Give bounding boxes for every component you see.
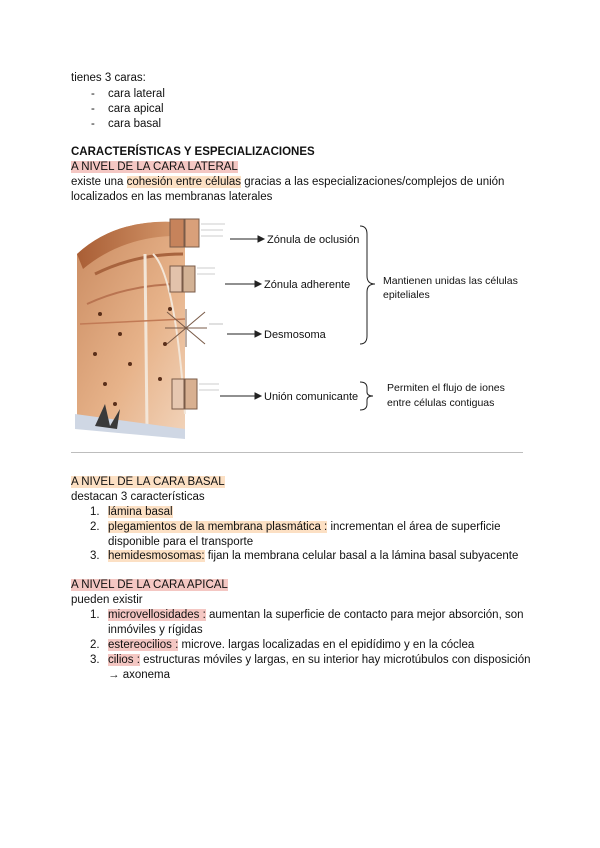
- basal-item: [108, 520, 501, 535]
- lateral-line1-post: gracias a las especializaciones/complejos de unión: [241, 176, 505, 188]
- basal-item-desc: fijan la membrana celular basal a la lámina basal subyacente: [204, 550, 519, 562]
- apical-item-desc: estructuras móviles y largas, en su interior hay microtúbulos con disposición: [139, 654, 531, 666]
- apical-heading-text: A NIVEL DE LA CARA APICAL: [71, 579, 228, 591]
- apical-item: [108, 608, 524, 623]
- apical-item-number: 2.: [90, 639, 100, 651]
- intro-item: cara basal: [108, 118, 162, 130]
- intro-item-dash: -: [91, 103, 95, 115]
- intro-item: cara lateral: [108, 88, 165, 100]
- lateral-line1-pre: existe una: [71, 176, 127, 188]
- label-union-comunicante: Unión comunicante: [264, 391, 359, 403]
- brace-bottom: [360, 382, 373, 410]
- apical-item: [108, 638, 474, 653]
- lateral-line1-highlight: cohesión entre células: [126, 176, 242, 188]
- intro-text: tienes 3 caras:: [71, 72, 146, 84]
- intro-item-dash: -: [91, 118, 95, 130]
- brace-bottom-line2: entre células contiguas: [387, 397, 495, 409]
- cell-junctions-figure: [75, 214, 525, 454]
- apical-item-continuation: inmóviles y rígidas: [108, 624, 203, 636]
- apical-item-term: microvellosidades :: [108, 609, 206, 621]
- apical-heading: [71, 578, 228, 593]
- basal-item-number: 3.: [90, 550, 100, 562]
- apical-item-desc: microve. largas localizadas en el epidídimo y en la cóclea: [178, 639, 475, 651]
- basal-item-term: lámina basal: [108, 506, 173, 518]
- annotation-lines: [197, 224, 225, 390]
- intro-item-dash: -: [91, 88, 95, 100]
- brace-bottom-line1: Permiten el flujo de iones: [387, 382, 505, 394]
- apical-intro: pueden existir: [71, 594, 143, 606]
- apical-item-number: 1.: [90, 609, 100, 621]
- label-zonula-adherente: Zónula adherente: [264, 279, 351, 291]
- apical-item-desc: aumentan la superficie de contacto para mejor absorción, son: [205, 609, 524, 621]
- basal-item-continuation: disponible para el transporte: [108, 536, 254, 548]
- brace-top: [360, 226, 375, 344]
- label-zonula-oclusion: Zónula de oclusión: [267, 234, 360, 246]
- lateral-heading-text: A NIVEL DE LA CARA LATERAL: [71, 161, 238, 173]
- lateral-line2: localizados en las membranas laterales: [71, 191, 273, 203]
- brace-top-line1: Mantienen unidas las células: [383, 275, 518, 287]
- apical-item-number: 3.: [90, 654, 100, 666]
- basal-item: [108, 549, 518, 564]
- label-desmosoma: Desmosoma: [264, 329, 326, 341]
- figure-divider: [71, 452, 523, 453]
- basal-heading-text: A NIVEL DE LA CARA BASAL: [71, 476, 225, 488]
- basal-item-term: plegamientos de la membrana plasmática :: [108, 521, 328, 533]
- lateral-line1: [71, 175, 504, 190]
- basal-item-number: 2.: [90, 521, 100, 533]
- basal-intro: destacan 3 características: [71, 491, 205, 503]
- basal-item: [108, 505, 173, 520]
- section-title: CARACTERÍSTICAS Y ESPECIALIZACIONES: [71, 146, 315, 158]
- lateral-heading: [71, 160, 238, 175]
- brace-top-line2: epiteliales: [383, 289, 430, 301]
- intro-item: cara apical: [108, 103, 164, 115]
- basal-item-term: hemidesmosomas:: [108, 550, 205, 562]
- basal-item-desc: incrementan el área de superficie: [327, 521, 501, 533]
- basal-item-number: 1.: [90, 506, 100, 518]
- apical-item: [108, 653, 531, 668]
- epithelial-cells-illustration: [75, 222, 185, 439]
- apical-item-continuation: → axonema: [108, 669, 171, 681]
- basal-heading: [71, 475, 225, 490]
- arrows: [220, 236, 264, 399]
- apical-item-term: estereocilios :: [108, 639, 179, 651]
- apical-item-term: cilios :: [108, 654, 140, 666]
